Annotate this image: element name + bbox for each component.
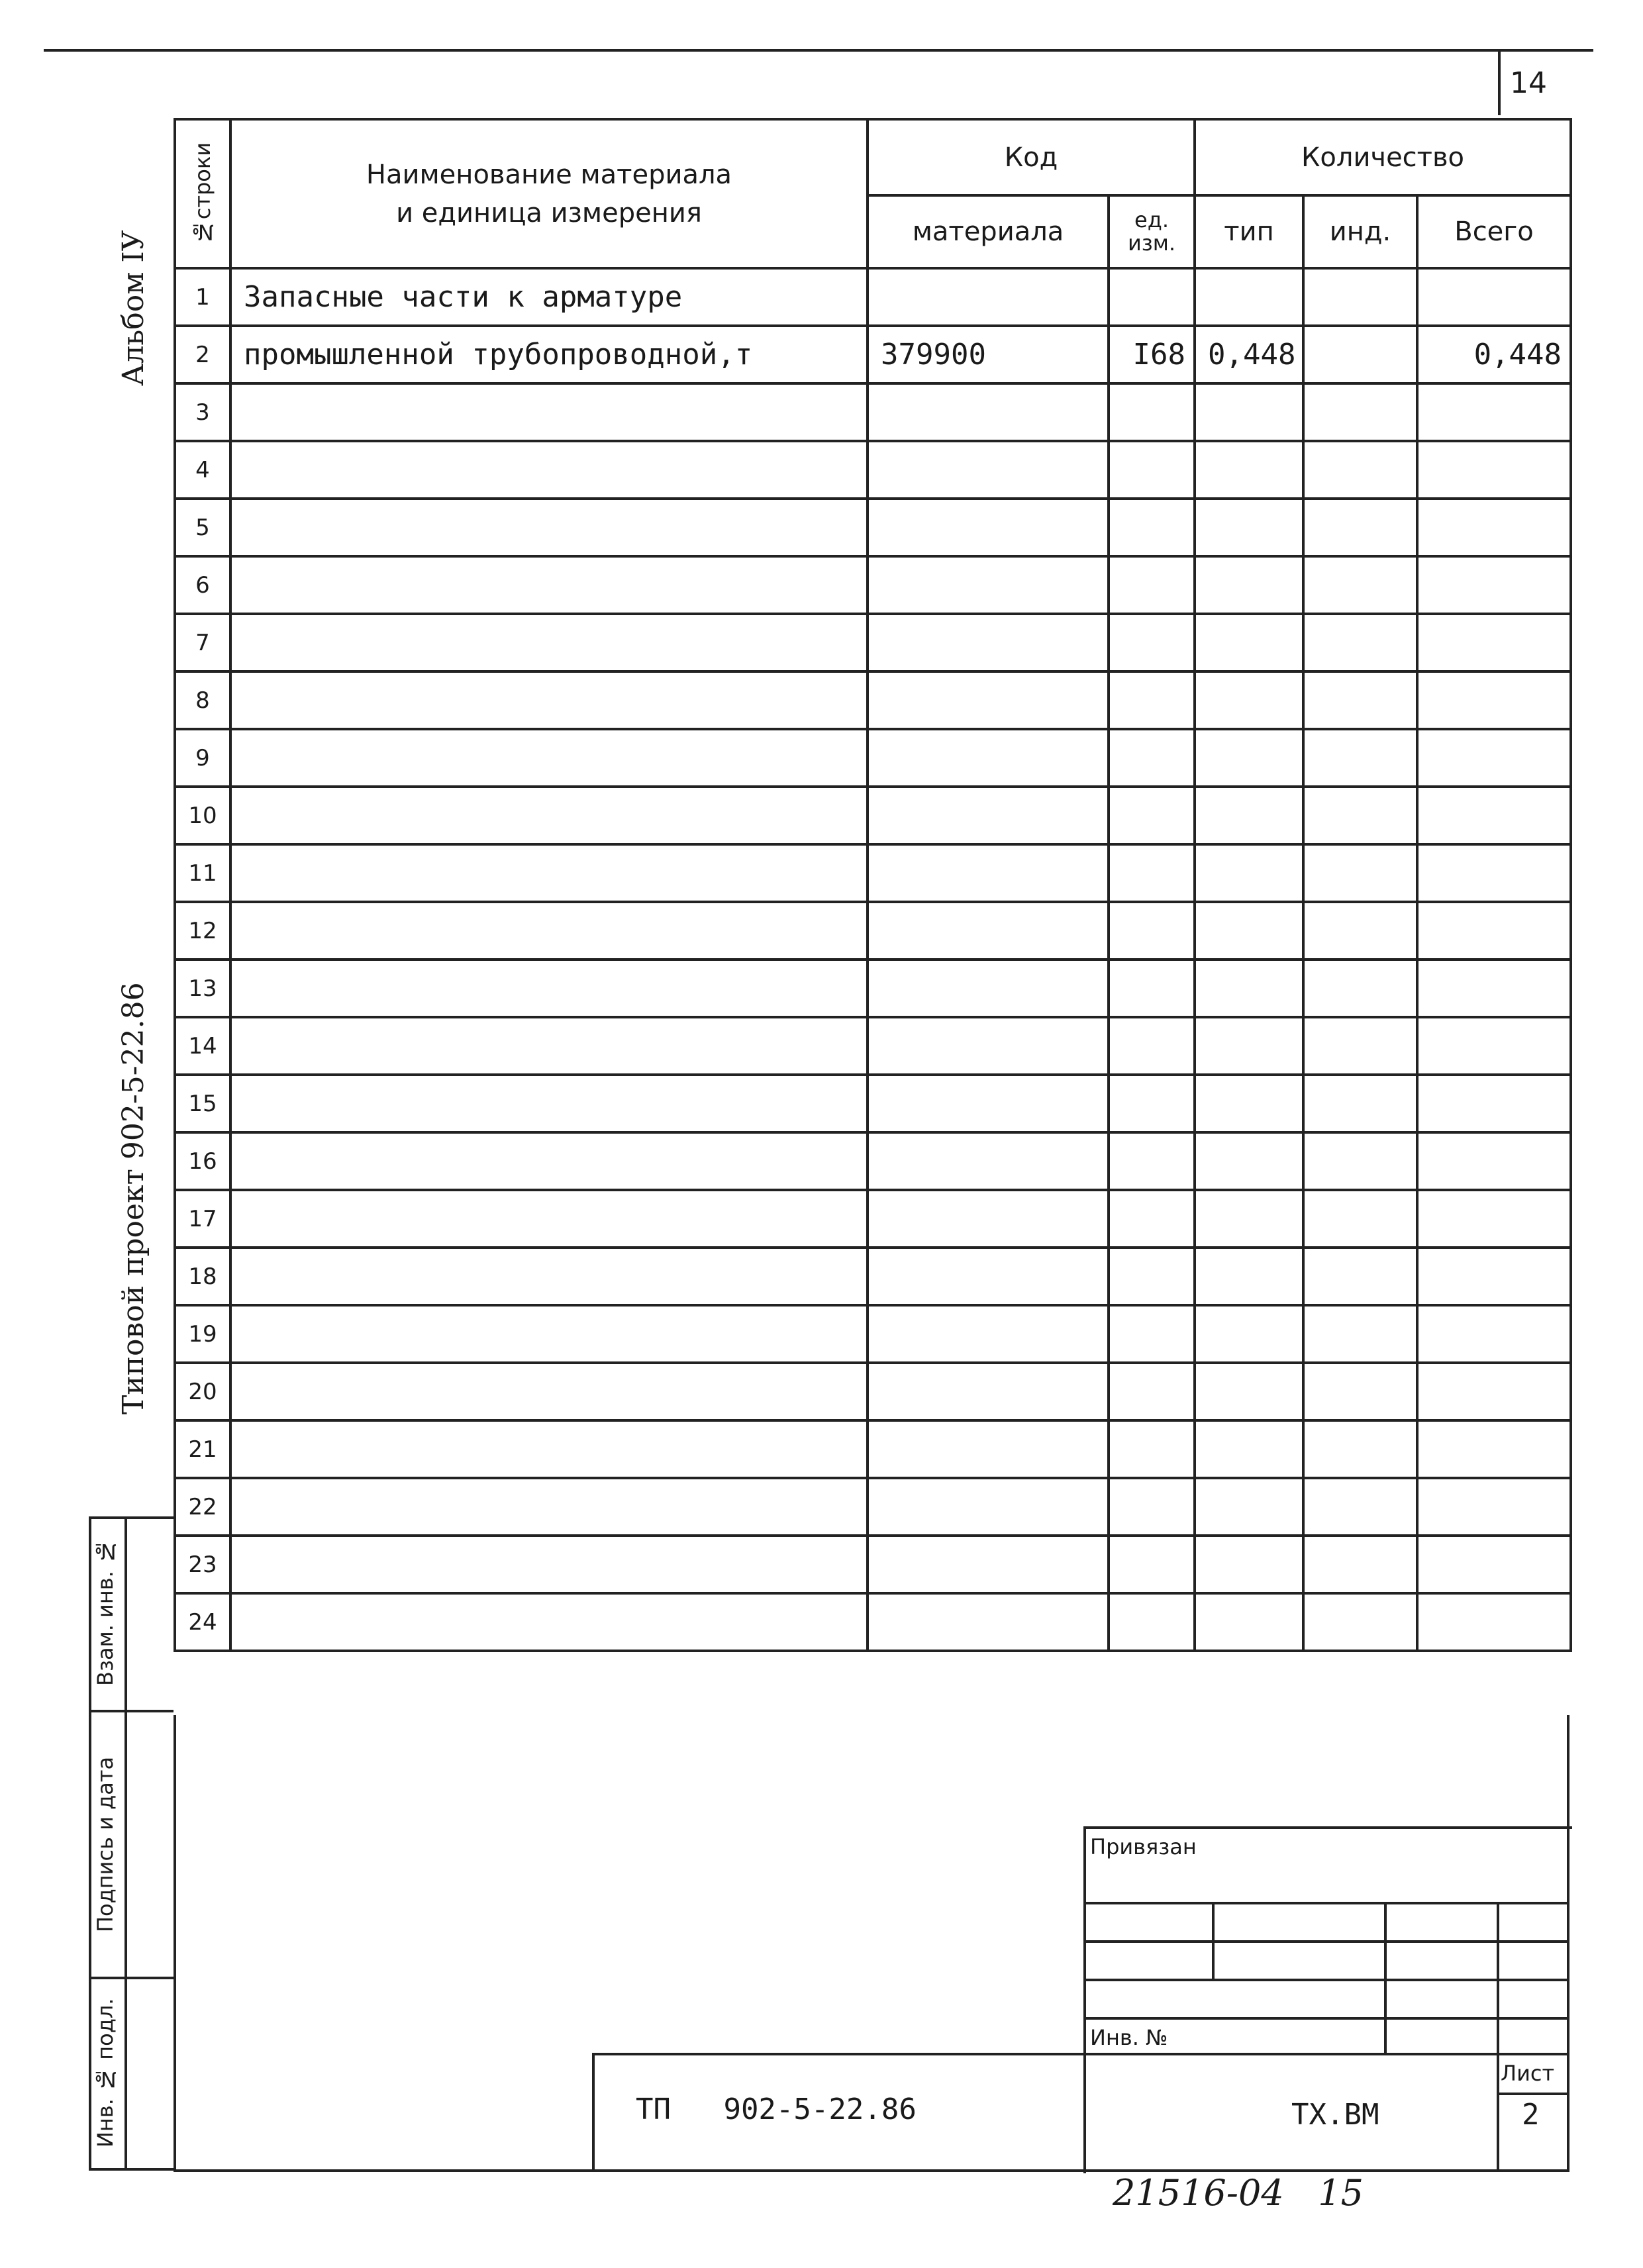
cell-name [230, 1248, 868, 1305]
table-row [175, 1132, 1571, 1190]
table-row [175, 441, 1571, 499]
stamp-col-1 [1212, 1902, 1215, 1979]
cell-type [1195, 902, 1303, 960]
cell-total [1417, 1363, 1571, 1420]
cell-n: 17 [175, 1190, 230, 1248]
cell-type [1195, 1132, 1303, 1190]
cell-name [230, 1363, 868, 1420]
cell-total [1417, 729, 1571, 787]
cell-name [230, 1190, 868, 1248]
cell-total [1417, 1478, 1571, 1536]
header-code-unit: ед. изм. [1109, 195, 1195, 268]
cell-total [1417, 383, 1571, 441]
album-label: Альбом IУ [117, 230, 150, 386]
cell-total [1417, 787, 1571, 844]
cell-n: 4 [175, 441, 230, 499]
cell-total: 0,448 [1417, 326, 1571, 383]
cell-code [868, 1536, 1109, 1593]
cell-unit [1109, 1075, 1195, 1132]
table-row [175, 1363, 1571, 1420]
cell-name [230, 1478, 868, 1536]
cell-total [1417, 1305, 1571, 1363]
cell-code [868, 960, 1109, 1017]
cell-type [1195, 1363, 1303, 1420]
sheet-label: Лист [1501, 2061, 1555, 2086]
cell-ind [1303, 614, 1417, 671]
top-border [44, 49, 1593, 52]
cell-total [1417, 844, 1571, 902]
cell-unit [1109, 614, 1195, 671]
cell-name: Запасные части к арматуре [230, 268, 868, 326]
side-stamp-divider [124, 1516, 127, 2171]
cell-unit [1109, 1017, 1195, 1075]
cell-name [230, 614, 868, 671]
cell-unit [1109, 1305, 1195, 1363]
cell-type [1195, 556, 1303, 614]
cell-code [868, 1132, 1109, 1190]
cell-ind [1303, 787, 1417, 844]
cell-n: 12 [175, 902, 230, 960]
table-row [175, 614, 1571, 671]
cell-total [1417, 441, 1571, 499]
cell-total [1417, 556, 1571, 614]
cell-ind [1303, 1420, 1417, 1478]
cell-name [230, 556, 868, 614]
table-row [175, 1593, 1571, 1651]
cell-name [230, 1593, 868, 1651]
cell-code [868, 614, 1109, 671]
cell-name [230, 383, 868, 441]
cell-total [1417, 614, 1571, 671]
cell-total [1417, 1248, 1571, 1305]
cell-type [1195, 499, 1303, 556]
vzam-inv-label: Взам. инв. № [93, 1539, 118, 1686]
table-row [175, 1420, 1571, 1478]
cell-code [868, 902, 1109, 960]
inv-no-label: Инв. № [1090, 2025, 1168, 2050]
cell-code [868, 556, 1109, 614]
cell-total [1417, 1593, 1571, 1651]
header-row-no [175, 119, 230, 268]
cell-total [1417, 960, 1571, 1017]
cell-ind [1303, 1478, 1417, 1536]
cell-name [230, 1075, 868, 1132]
side-stamp-sep-1 [89, 1710, 174, 1712]
cell-code [868, 383, 1109, 441]
cell-code [868, 1305, 1109, 1363]
cell-ind [1303, 383, 1417, 441]
cell-code [868, 844, 1109, 902]
cell-unit [1109, 1593, 1195, 1651]
header-qty-type: тип [1195, 195, 1303, 268]
cell-n: 5 [175, 499, 230, 556]
header-quantity: Количество [1195, 119, 1571, 195]
page-number: 14 [1510, 66, 1547, 100]
cell-type [1195, 614, 1303, 671]
cell-type [1195, 1017, 1303, 1075]
header-code-material: материала [868, 195, 1109, 268]
signature-date-label: Подпись и дата [93, 1756, 118, 1932]
cell-unit [1109, 556, 1195, 614]
table-row [175, 729, 1571, 787]
cell-n: 15 [175, 1075, 230, 1132]
cell-n: 7 [175, 614, 230, 671]
cell-n: 3 [175, 383, 230, 441]
cell-ind [1303, 1593, 1417, 1651]
cell-unit [1109, 1363, 1195, 1420]
cell-total [1417, 1017, 1571, 1075]
cell-ind [1303, 1536, 1417, 1593]
cell-code [868, 1075, 1109, 1132]
table-row [175, 1190, 1571, 1248]
cell-unit [1109, 499, 1195, 556]
table-row [175, 326, 1571, 383]
cell-code [868, 1363, 1109, 1420]
header-qty-ind: инд. [1303, 195, 1417, 268]
cell-name [230, 729, 868, 787]
cell-unit [1109, 268, 1195, 326]
table-row [175, 1478, 1571, 1536]
cell-name [230, 499, 868, 556]
cell-n: 2 [175, 326, 230, 383]
table-row [175, 268, 1571, 326]
cell-unit [1109, 1478, 1195, 1536]
cell-n: 19 [175, 1305, 230, 1363]
cell-n: 24 [175, 1593, 230, 1651]
table-row [175, 383, 1571, 441]
cell-type [1195, 441, 1303, 499]
inv-podl-label: Инв. № подл. [93, 1998, 118, 2147]
cell-code [868, 1593, 1109, 1651]
cell-ind [1303, 441, 1417, 499]
cell-total [1417, 1536, 1571, 1593]
cell-unit [1109, 1536, 1195, 1593]
cell-type [1195, 1305, 1303, 1363]
table-row [175, 1017, 1571, 1075]
cell-name [230, 902, 868, 960]
cell-name [230, 1017, 868, 1075]
cell-unit [1109, 441, 1195, 499]
cell-ind [1303, 268, 1417, 326]
cell-type [1195, 729, 1303, 787]
cell-type [1195, 671, 1303, 729]
designation-left-line [592, 2053, 595, 2171]
cell-unit [1109, 1420, 1195, 1478]
cell-ind [1303, 1305, 1417, 1363]
header-row-no-text: №строки [190, 142, 215, 245]
cell-n: 20 [175, 1363, 230, 1420]
cell-unit [1109, 671, 1195, 729]
cell-unit [1109, 787, 1195, 844]
cell-name [230, 1132, 868, 1190]
cell-unit [1109, 960, 1195, 1017]
cell-total [1417, 1075, 1571, 1132]
cell-name [230, 787, 868, 844]
table-row [175, 1248, 1571, 1305]
cell-name [230, 441, 868, 499]
cell-ind [1303, 1017, 1417, 1075]
cell-n: 18 [175, 1248, 230, 1305]
table-row [175, 960, 1571, 1017]
cell-unit [1109, 1132, 1195, 1190]
cell-n: 21 [175, 1420, 230, 1478]
cell-type [1195, 1420, 1303, 1478]
table-row [175, 671, 1571, 729]
cell-unit [1109, 844, 1195, 902]
cell-type [1195, 1536, 1303, 1593]
cell-type [1195, 1190, 1303, 1248]
header-qty-total: Всего [1417, 195, 1571, 268]
cell-n: 6 [175, 556, 230, 614]
table-row [175, 787, 1571, 844]
cell-code [868, 1190, 1109, 1248]
cell-name [230, 671, 868, 729]
table-row [175, 499, 1571, 556]
cell-ind [1303, 902, 1417, 960]
cell-name [230, 1420, 868, 1478]
sheet-separator [1497, 2093, 1569, 2095]
cell-n: 8 [175, 671, 230, 729]
cell-n: 14 [175, 1017, 230, 1075]
privyazan-label: Привязан [1090, 1834, 1197, 1859]
cell-code [868, 1478, 1109, 1536]
cell-name [230, 960, 868, 1017]
cell-ind [1303, 960, 1417, 1017]
cell-total [1417, 671, 1571, 729]
cell-name: промышленной трубопроводной,т [230, 326, 868, 383]
cell-total [1417, 268, 1571, 326]
cell-type [1195, 1478, 1303, 1536]
table-row [175, 1305, 1571, 1363]
cell-n: 16 [175, 1132, 230, 1190]
cell-type [1195, 268, 1303, 326]
cell-ind [1303, 556, 1417, 614]
designation-code: ТП 902-5-22.86 [636, 2093, 917, 2126]
cell-code [868, 1017, 1109, 1075]
cell-n: 9 [175, 729, 230, 787]
cell-total [1417, 499, 1571, 556]
handwritten-inventory-number: 21516-04 15 [1113, 2172, 1364, 2214]
cell-total [1417, 902, 1571, 960]
cell-type [1195, 960, 1303, 1017]
cell-total [1417, 1190, 1571, 1248]
cell-n: 13 [175, 960, 230, 1017]
stamp-col-3 [1497, 1902, 1499, 2171]
cell-code [868, 441, 1109, 499]
cell-ind [1303, 1190, 1417, 1248]
cell-code [868, 499, 1109, 556]
cell-code [868, 729, 1109, 787]
sheet-number: 2 [1522, 2098, 1540, 2132]
cell-code [868, 1420, 1109, 1478]
cell-unit: I68 [1109, 326, 1195, 383]
side-stamp-sep-2 [89, 1977, 174, 1979]
material-spec-table [174, 118, 1572, 1652]
cell-unit [1109, 729, 1195, 787]
cell-name [230, 844, 868, 902]
cell-n: 1 [175, 268, 230, 326]
document-code: ТХ.ВМ [1291, 2098, 1379, 2132]
stamp-col-2 [1384, 1902, 1387, 2055]
cell-code [868, 268, 1109, 326]
cell-name [230, 1536, 868, 1593]
cell-ind [1303, 844, 1417, 902]
cell-n: 23 [175, 1536, 230, 1593]
cell-ind [1303, 671, 1417, 729]
cell-type [1195, 1075, 1303, 1132]
cell-unit [1109, 1190, 1195, 1248]
frame-left-line [174, 1715, 176, 2172]
designation-top-line [592, 2053, 1569, 2055]
project-label: Типовой проект 902-5-22.86 [117, 982, 150, 1415]
table-row [175, 1536, 1571, 1593]
header-name: Наименование материала и единица измерения [230, 119, 868, 268]
cell-ind [1303, 1248, 1417, 1305]
cell-n: 10 [175, 787, 230, 844]
cell-ind [1303, 1363, 1417, 1420]
page-number-divider [1498, 49, 1501, 115]
cell-n: 11 [175, 844, 230, 902]
cell-code [868, 1248, 1109, 1305]
table-row [175, 902, 1571, 960]
cell-type [1195, 1248, 1303, 1305]
cell-type: 0,448 [1195, 326, 1303, 383]
cell-ind [1303, 1132, 1417, 1190]
cell-unit [1109, 902, 1195, 960]
cell-ind [1303, 326, 1417, 383]
table-row [175, 1075, 1571, 1132]
cell-name [230, 1305, 868, 1363]
cell-ind [1303, 1075, 1417, 1132]
table-row [175, 844, 1571, 902]
cell-unit [1109, 383, 1195, 441]
cell-n: 22 [175, 1478, 230, 1536]
table-row [175, 556, 1571, 614]
cell-type [1195, 383, 1303, 441]
cell-type [1195, 844, 1303, 902]
cell-type [1195, 1593, 1303, 1651]
header-code: Код [868, 119, 1195, 195]
cell-code [868, 787, 1109, 844]
cell-total [1417, 1132, 1571, 1190]
cell-ind [1303, 729, 1417, 787]
cell-code: 379900 [868, 326, 1109, 383]
cell-code [868, 671, 1109, 729]
cell-ind [1303, 499, 1417, 556]
cell-total [1417, 1420, 1571, 1478]
cell-unit [1109, 1248, 1195, 1305]
cell-type [1195, 787, 1303, 844]
